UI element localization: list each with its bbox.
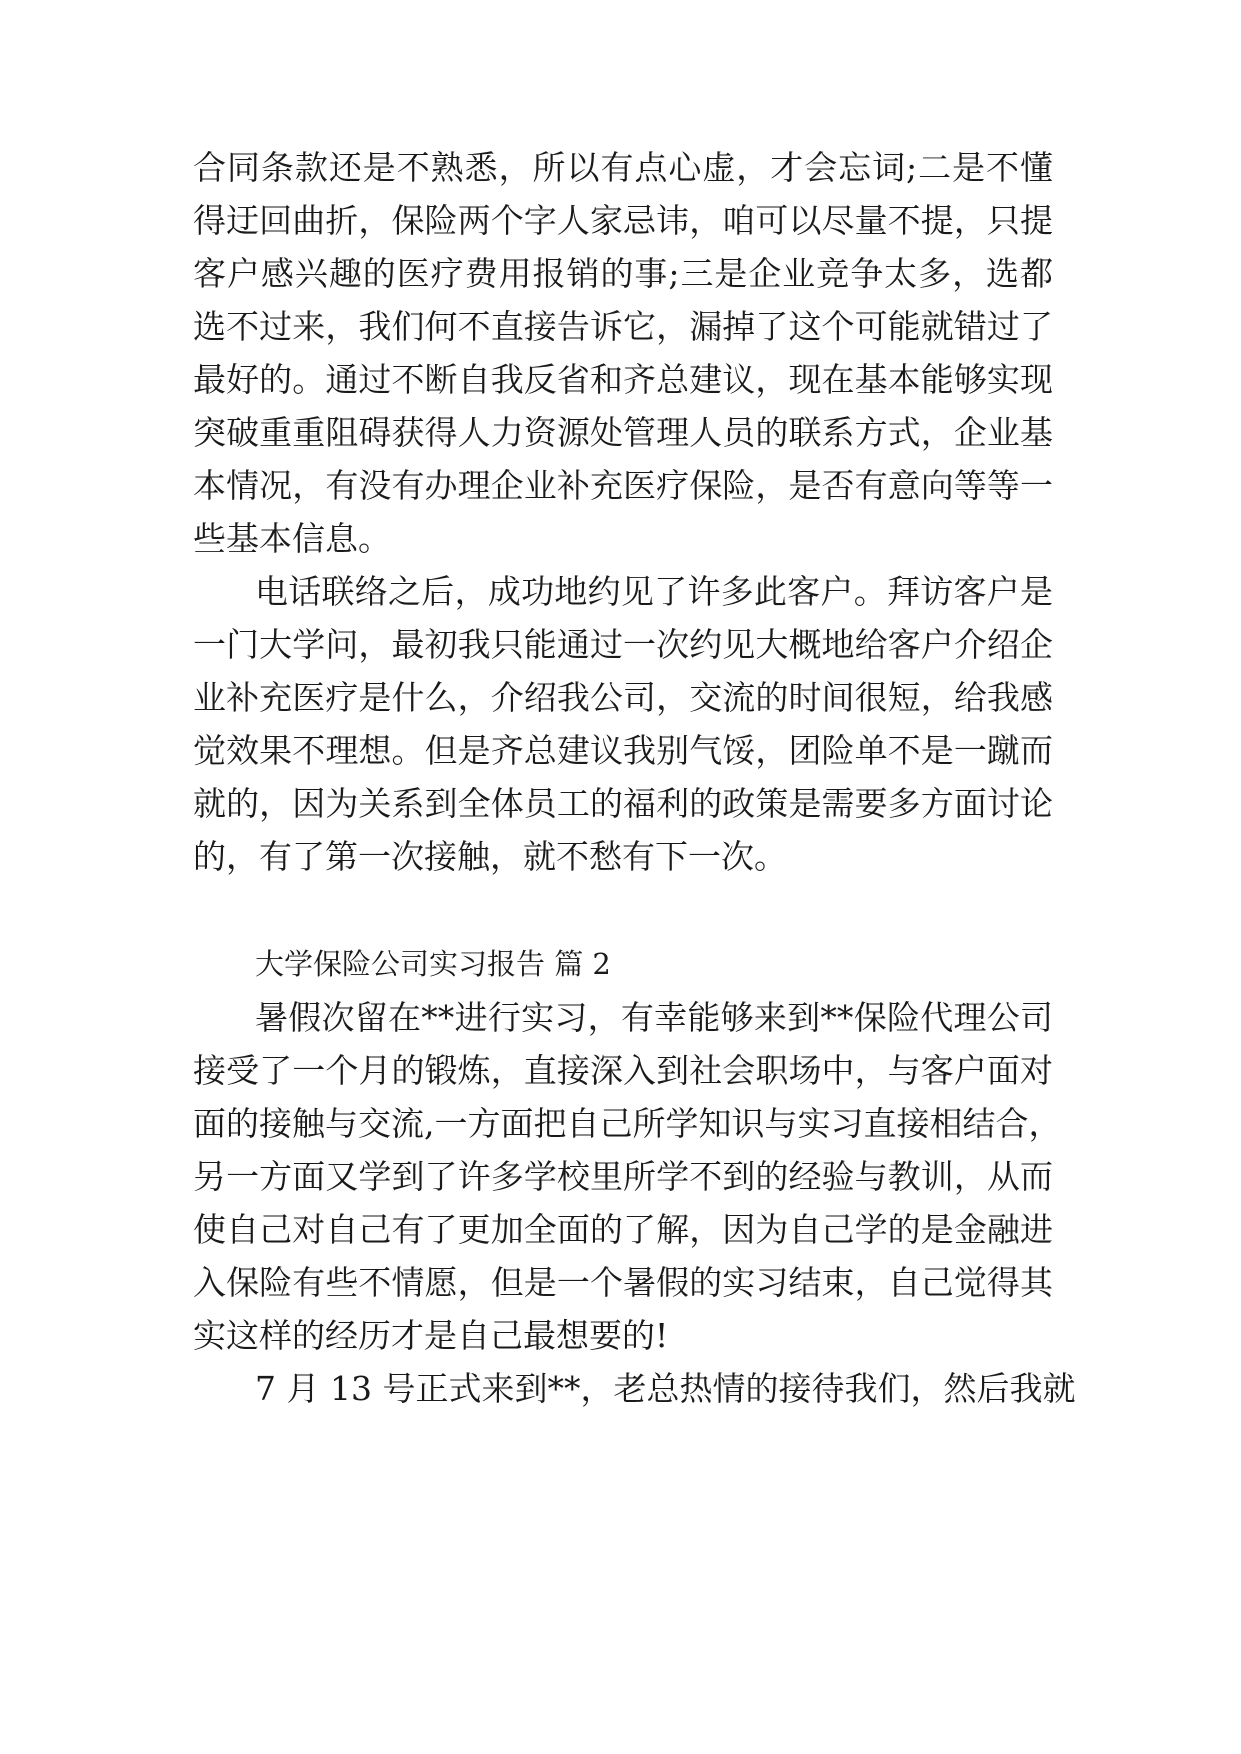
paragraph-line: 面的接触与交流,一方面把自己所学知识与实习直接相结合， [193,1104,1062,1143]
paragraph-line: 实这样的经历才是自己最想要的! [193,1316,669,1355]
paragraph-line: 一门大学问，最初我只能通过一次约见大概地给客户介绍企 [193,625,1053,664]
paragraph-line: 最好的。通过不断自我反省和齐总建议，现在基本能够实现 [193,360,1053,399]
paragraph-line: 另一方面又学到了许多学校里所学不到的经验与教训，从而 [193,1157,1053,1196]
paragraph-line: 觉效果不理想。但是齐总建议我别气馁，团险单不是一蹴而 [193,731,1053,770]
paragraph-line: 入保险有些不情愿，但是一个暑假的实习结束，自己觉得其 [193,1263,1053,1302]
paragraph-line: 7 月 13 号正式来到**，老总热情的接待我们，然后我就 [255,1369,1076,1408]
paragraph-line: 暑假次留在**进行实习，有幸能够来到**保险代理公司 [255,998,1053,1037]
paragraph-line: 本情况，有没有办理企业补充医疗保险，是否有意向等等一 [193,466,1053,505]
paragraph-line: 业补充医疗是什么，介绍我公司，交流的时间很短，给我感 [193,678,1053,717]
section-heading: 大学保险公司实习报告 篇 2 [255,947,611,981]
paragraph-line: 就的，因为关系到全体员工的福利的政策是需要多方面讨论 [193,784,1053,823]
paragraph-line: 合同条款还是不熟悉，所以有点心虚，才会忘词;二是不懂 [193,148,1053,187]
paragraph-line: 接受了一个月的锻炼，直接深入到社会职场中，与客户面对 [193,1051,1053,1090]
paragraph-line: 得迂回曲折，保险两个字人家忌讳，咱可以尽量不提，只提 [193,201,1053,240]
paragraph-line: 电话联络之后，成功地约见了许多此客户。拜访客户是 [255,572,1053,611]
paragraph-line: 选不过来，我们何不直接告诉它，漏掉了这个可能就错过了 [193,307,1053,346]
paragraph-line: 使自己对自己有了更加全面的了解，因为自己学的是金融进 [193,1210,1053,1249]
paragraph-line: 些基本信息。 [193,519,391,558]
paragraph-line: 客户感兴趣的医疗费用报销的事;三是企业竞争太多，选都 [193,254,1053,293]
paragraph-line: 的，有了第一次接触，就不愁有下一次。 [193,837,787,876]
paragraph-line: 突破重重阻碍获得人力资源处管理人员的联系方式，企业基 [193,413,1053,452]
